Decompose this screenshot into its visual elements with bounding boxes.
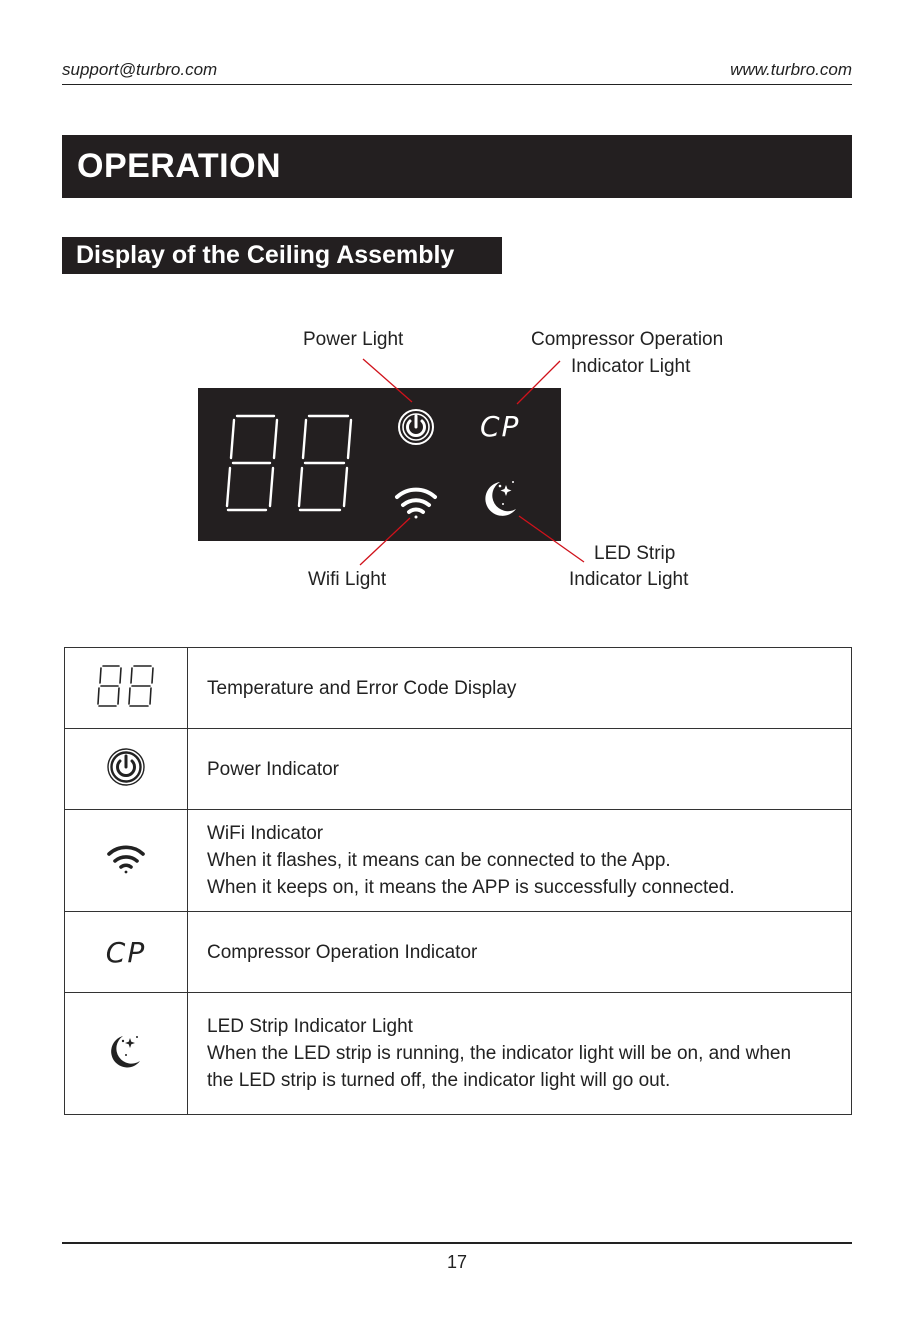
callout-compressor-line1: Compressor Operation xyxy=(531,329,724,350)
legend-row xyxy=(65,648,852,729)
legend-line: Compressor Operation Indicator xyxy=(207,941,478,963)
section-title: OPERATION xyxy=(77,147,282,185)
power-icon xyxy=(106,747,146,787)
ceiling-display-panel xyxy=(198,388,561,541)
legend-text-cell xyxy=(188,648,852,729)
subsection-title-banner xyxy=(62,237,502,274)
section-title-banner xyxy=(62,135,852,198)
callout-compressor-line2: Indicator Light xyxy=(571,356,691,377)
seven-segment-88-icon xyxy=(94,661,158,711)
legend-line: LED Strip Indicator Light xyxy=(207,1016,413,1037)
legend-row xyxy=(65,993,852,1115)
legend-text-cell xyxy=(188,810,852,912)
subsection-title: Display of the Ceiling Assembly xyxy=(76,241,455,269)
legend-icon-cell xyxy=(65,648,188,729)
legend-icon-cell xyxy=(65,993,188,1115)
panel-cp-label: CP xyxy=(480,410,521,443)
panel-moon-stars-icon xyxy=(485,481,516,516)
legend-text-cell xyxy=(188,729,852,810)
legend-text-cell xyxy=(188,912,852,993)
callout-led-line1: LED Strip xyxy=(594,543,676,564)
legend-line: When the LED strip is running, the indicator light will be on, and when xyxy=(207,1043,792,1064)
callout-wifi-light: Wifi Light xyxy=(308,569,387,590)
legend-line: When it keeps on, it means the APP is successfully connected. xyxy=(207,877,735,898)
cp-icon: CP xyxy=(105,935,147,969)
panel-wifi-icon xyxy=(397,490,435,519)
legend-row xyxy=(65,810,852,912)
legend-row xyxy=(65,729,852,810)
legend-line: Temperature and Error Code Display xyxy=(207,677,517,699)
legend-row xyxy=(65,912,852,993)
legend-text-cell xyxy=(188,993,852,1115)
legend-line: When it flashes, it means can be connected to the App. xyxy=(207,850,671,871)
legend-icon-cell xyxy=(65,729,188,810)
moon-stars-icon xyxy=(106,1031,146,1071)
footer-divider xyxy=(62,1242,852,1244)
seven-segment-display xyxy=(227,416,351,510)
legend-line: the LED strip is turned off, the indicator light will go out. xyxy=(207,1070,671,1091)
support-email[interactable]: support@turbro.com xyxy=(62,60,218,79)
legend-line: Power Indicator xyxy=(207,758,340,780)
panel-power-icon xyxy=(399,410,433,444)
legend-line: WiFi Indicator xyxy=(207,823,324,844)
callout-power-light: Power Light xyxy=(303,329,404,350)
display-panel-graphic xyxy=(198,388,561,541)
callout-led-line2: Indicator Light xyxy=(569,569,689,590)
legend-icon-cell xyxy=(65,810,188,912)
wifi-icon xyxy=(106,842,146,874)
website-link[interactable]: www.turbro.com xyxy=(730,60,852,79)
page-number: 17 xyxy=(446,1252,468,1272)
page-header xyxy=(62,60,852,85)
indicator-legend-table xyxy=(64,647,852,1115)
legend-icon-cell xyxy=(65,912,188,993)
